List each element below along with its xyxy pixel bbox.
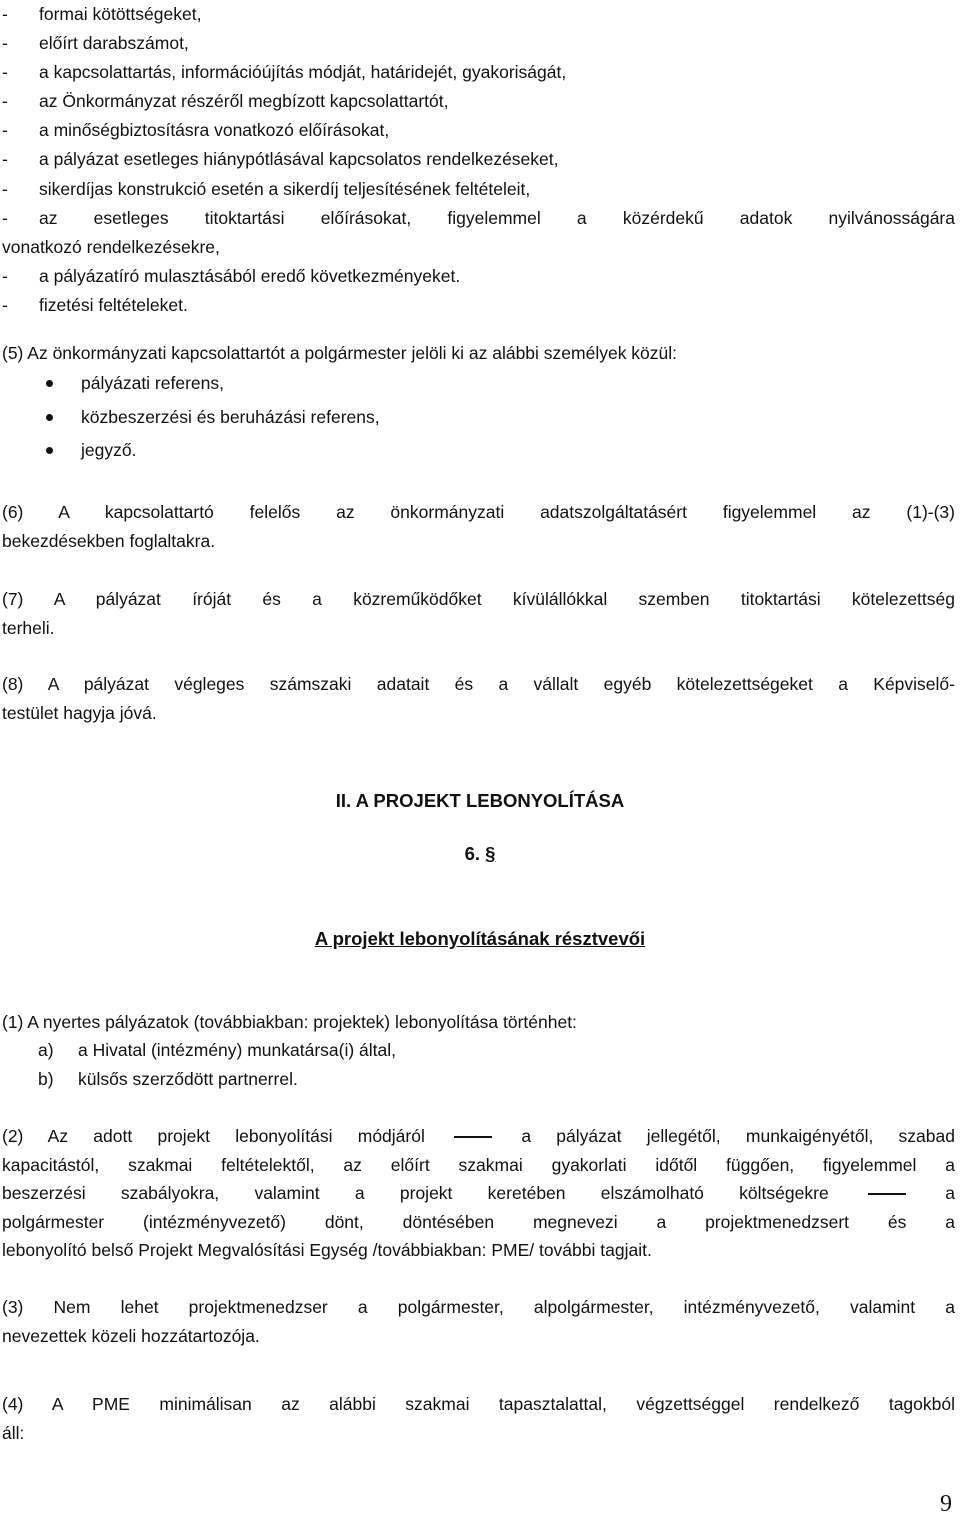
list-item-text: a pályázatíró mulasztásából eredő következményeket. (39, 265, 461, 286)
alpha-list (0, 1036, 396, 1094)
dash-marker: - (2, 178, 8, 199)
paragraph-line (2, 1122, 955, 1151)
dash-marker: - (2, 33, 8, 54)
list-item (0, 0, 955, 29)
text-fragment: a (945, 1183, 955, 1203)
list-item (0, 204, 955, 233)
bullet-text: közbeszerzési és beruházási referens, (81, 406, 380, 427)
paragraph-8 (2, 670, 955, 727)
paragraph-line: terheli. (2, 617, 55, 638)
bullet-item (0, 401, 380, 435)
dash-marker: - (2, 4, 8, 24)
paragraph-line: (6) A kapcsolattartó felelős az önkormányzati adatszolgáltatásért figyelemmel az (1)-(3) (2, 502, 955, 522)
dash-marker: - (2, 149, 8, 170)
dash-marker: - (2, 120, 8, 141)
list-item (0, 29, 955, 58)
requirements-list (0, 0, 955, 320)
bullet-marker (46, 447, 53, 454)
paragraph-4 (2, 1390, 955, 1447)
list-item-text: a Hivatal (intézmény) munkatársa(i) által, (78, 1040, 397, 1060)
paragraph-line: testület hagyja jóvá. (2, 702, 157, 723)
list-item (0, 87, 955, 116)
paragraph-6 (2, 498, 955, 555)
paragraph-line: (7) A pályázat íróját és a közreműködőket kívülállókkal szemben titoktartási kötelezettség (2, 589, 955, 609)
list-item-text: az Önkormányzat részéről megbízott kapcsolattartót, (39, 91, 449, 112)
list-item-text: külsős szerződött partnerrel. (78, 1069, 298, 1089)
paragraph-symbol: § (485, 843, 496, 864)
paragraph-5: (5) Az önkormányzati kapcsolattartót a polgármester jelöli ki az alábbi személyek közül: (2, 343, 678, 363)
list-item (0, 58, 955, 87)
section-title: A projekt lebonyolításának résztvevői (314, 928, 646, 949)
em-dash (868, 1193, 906, 1195)
paragraph-3 (2, 1293, 955, 1350)
dash-marker: - (2, 207, 8, 228)
bullet-item (0, 434, 380, 468)
list-letter: a) (38, 1040, 54, 1060)
list-item-text: formai kötöttségeket, (39, 4, 202, 24)
text-fragment: beszerzési szabályokra, valamint a projekt keretében elszámolható költségekre (2, 1183, 829, 1203)
paragraph-2 (2, 1122, 955, 1265)
page-number: 9 (940, 1491, 952, 1517)
paragraph-line: (3) Nem lehet projektmenedzser a polgármester, alpolgármester, intézményvezető, valamint a (2, 1297, 955, 1317)
paragraph-1 (2, 1008, 955, 1037)
list-item-text: a kapcsolattartás, információújítás módját, határidejét, gyakoriságát, (39, 62, 567, 83)
list-item-text: az esetleges titoktartási előírásokat, figyelemmel a közérdekű adatok nyilvánosságára (39, 207, 955, 228)
em-dash (454, 1136, 492, 1138)
paragraph-line: áll: (2, 1422, 25, 1443)
bullet-text: pályázati referens, (81, 373, 224, 394)
list-item (0, 116, 955, 145)
list-item (0, 1036, 396, 1065)
list-item-continuation: vonatkozó rendelkezésekre, (2, 236, 220, 257)
paragraph-line: lebonyolító belső Projekt Megvalósítási Egység /továbbiakban: PME/ további tagjait. (2, 1240, 652, 1260)
list-item (0, 291, 955, 320)
bullet-list (0, 367, 380, 468)
dash-marker: - (2, 265, 8, 286)
bullet-marker (46, 414, 53, 421)
chapter-title: II. A PROJEKT LEBONYOLÍTÁSA (335, 790, 625, 811)
list-item-text: fizetési feltételeket. (39, 294, 188, 315)
dash-marker: - (2, 294, 8, 315)
bullet-text: jegyző. (81, 440, 137, 461)
list-item-text: a minőségbiztosításra vonatkozó előírásokat, (39, 120, 390, 141)
paragraph-line: (1) A nyertes pályázatok (továbbiakban: projektek) lebonyolítása történhet: (2, 1012, 577, 1032)
dash-marker: - (2, 62, 8, 83)
list-item (0, 262, 955, 291)
bullet-item (0, 367, 380, 401)
list-item-text: a pályázat esetleges hiánypótlásával kapcsolatos rendelkezéseket, (39, 149, 559, 170)
paragraph-line: nevezettek közeli hozzátartozója. (2, 1325, 260, 1346)
paragraph-line: polgármester (intézményvezető) dönt, döntésében megnevezi a projektmenedzsert és a (2, 1211, 955, 1232)
text-fragment: a pályázat jellegétől, munkaigényétől, szabad (521, 1126, 955, 1146)
dash-marker: - (2, 91, 8, 112)
list-item (0, 145, 955, 174)
list-letter: b) (38, 1069, 54, 1089)
paragraph-line: (4) A PME minimálisan az alábbi szakmai tapasztalattal, végzettséggel rendelkező tagokból (2, 1394, 955, 1414)
list-item (0, 175, 955, 204)
paragraph-line: bekezdésekben foglaltakra. (2, 530, 216, 551)
paragraph-line (2, 1179, 955, 1208)
paragraph-7 (2, 585, 955, 642)
list-item (0, 1065, 396, 1094)
paragraph-line: (8) A pályázat végleges számszaki adatait és a vállalt egyéb kötelezettségeket a Képviselő- (2, 674, 955, 694)
list-item-text: sikerdíjas konstrukció esetén a sikerdíj teljesítésének feltételeit, (39, 178, 531, 199)
section-number-text: 6. (464, 843, 480, 864)
list-item-text: előírt darabszámot, (39, 33, 189, 54)
text-fragment: (2) Az adott projekt lebonyolítási módjáról (2, 1126, 425, 1146)
bullet-marker (46, 380, 53, 387)
paragraph-line: kapacitástól, szakmai feltételektől, az előírt szakmai gyakorlati időtől függően, figyelemmel a (2, 1154, 955, 1175)
section-number (0, 843, 960, 865)
